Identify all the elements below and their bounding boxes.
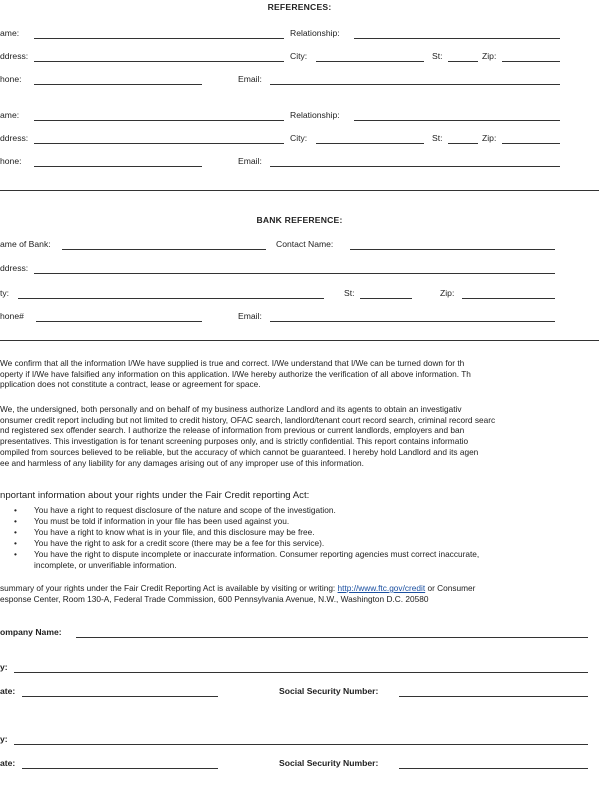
- authorize-line: ompiled from sources believed to be reliable, but the accuracy of which cannot be guaranteed. I hereby hold Landlord and its agen: [0, 446, 479, 457]
- company-name-label: ompany Name:: [0, 627, 62, 637]
- ref2-city-label: City:: [290, 133, 308, 143]
- ref1-address-label: ddress:: [0, 51, 29, 61]
- bank-email-field[interactable]: [270, 321, 555, 322]
- ref2-st-field[interactable]: [448, 143, 478, 144]
- authorization-paragraph: [0, 404, 599, 468]
- company-name-field[interactable]: [76, 637, 588, 638]
- bank-city-field[interactable]: [18, 298, 324, 299]
- bullet-icon: •: [14, 549, 17, 559]
- ref2-name-field[interactable]: [34, 120, 284, 121]
- section-divider: [0, 190, 599, 191]
- ref1-name-label: ame:: [0, 28, 20, 38]
- ref1-email-label: Email:: [238, 74, 262, 84]
- rights-bullet: You have a right to request disclosure of the nature and scope of the investigation.: [34, 505, 336, 515]
- ref2-address-label: ddress:: [0, 133, 29, 143]
- ftc-link[interactable]: http://www.ftc.gov/credit: [337, 583, 426, 593]
- bank-phone-field[interactable]: [36, 321, 202, 322]
- bullet-icon: •: [14, 538, 17, 548]
- references-heading: REFERENCES:: [267, 2, 332, 12]
- ref1-zip-label: Zip:: [482, 51, 497, 61]
- rights-bullet-continuation: incomplete, or unverifiable information.: [34, 560, 177, 570]
- ref2-email-label: Email:: [238, 156, 262, 166]
- ref2-phone-label: hone:: [0, 156, 22, 166]
- summary-line-2: esponse Center, Room 130-A, Federal Trade Commission, 600 Pennsylvania Avenue, N.W., Washington D.C. 20580: [0, 593, 429, 604]
- ref1-phone-label: hone:: [0, 74, 22, 84]
- ref1-city-field[interactable]: [316, 61, 424, 62]
- bank-email-label: Email:: [238, 311, 262, 321]
- bullet-icon: •: [14, 527, 17, 537]
- authorize-line: presentatives. This investigation is for tenant screening purposes only, and is strictly confidential. This report contains informatio: [0, 436, 469, 447]
- authorize-line: We, the undersigned, both personally and on behalf of my business authorize Landlord and its agents to obtain an investigativ: [0, 404, 462, 414]
- ref1-city-label: City:: [290, 51, 308, 61]
- section-divider-2: [0, 340, 599, 341]
- date-field[interactable]: [22, 696, 218, 697]
- rights-bullet: You have the right to ask for a credit score (there may be a fee for this service).: [34, 538, 325, 548]
- confirmation-paragraph: [0, 358, 599, 390]
- bank-city-label: ty:: [0, 288, 10, 298]
- confirm-line: operty if I/We have falsified any information on this application. I/We hereby authorize the verification of all above information. Th: [0, 368, 471, 379]
- ref2-zip-label: Zip:: [482, 133, 497, 143]
- ssn-field-2[interactable]: [399, 768, 588, 769]
- authorize-line: ee and harmless of any liability for any damages arising out of any improper use of this information.: [0, 457, 364, 468]
- date-label: ate:: [0, 686, 16, 696]
- rights-bullet: You must be told if information in your file has been used against you.: [34, 516, 290, 526]
- by-signature-field[interactable]: [14, 672, 588, 673]
- ref2-name-label: ame:: [0, 110, 20, 120]
- ssn-field[interactable]: [399, 696, 588, 697]
- bank-contact-field[interactable]: [350, 249, 555, 250]
- rights-heading: nportant information about your rights under the Fair Credit reporting Act:: [0, 490, 310, 501]
- bank-name-field[interactable]: [62, 249, 266, 250]
- ref1-address-field[interactable]: [34, 61, 284, 62]
- ref2-relationship-label: Relationship:: [290, 110, 340, 120]
- ref1-relationship-label: Relationship:: [290, 28, 340, 38]
- rights-bullet: You have the right to dispute incomplete or inaccurate information. Consumer reporting agencies must correct inaccurate,: [34, 549, 480, 559]
- ref2-zip-field[interactable]: [502, 143, 560, 144]
- bank-address-field[interactable]: [34, 273, 555, 274]
- confirm-line: We confirm that all the information I/We have supplied is true and correct. I/We understand that I/We can be turned down for th: [0, 358, 465, 368]
- ref2-city-field[interactable]: [316, 143, 424, 144]
- summary-paragraph: [0, 583, 599, 604]
- ref1-phone-field[interactable]: [34, 84, 202, 85]
- ssn-label-2: Social Security Number:: [279, 758, 379, 768]
- ssn-label: Social Security Number:: [279, 686, 379, 696]
- bank-contact-label: Contact Name:: [276, 239, 334, 249]
- ref1-email-field[interactable]: [270, 84, 560, 85]
- bullet-icon: •: [14, 516, 17, 526]
- ref1-name-field[interactable]: [34, 38, 284, 39]
- bank-zip-label: Zip:: [440, 288, 455, 298]
- bank-phone-label: hone#: [0, 311, 24, 321]
- authorize-line: onsumer credit report including but not limited to credit history, OFAC search, landlord/tenant court record search, criminal record searc: [0, 414, 496, 425]
- ref2-address-field[interactable]: [34, 143, 284, 144]
- ref2-email-field[interactable]: [270, 166, 560, 167]
- ref1-relationship-field[interactable]: [354, 38, 560, 39]
- bank-name-label: ame of Bank:: [0, 239, 51, 249]
- ref2-st-label: St:: [432, 133, 443, 143]
- bullet-icon: •: [14, 505, 17, 515]
- ref1-zip-field[interactable]: [502, 61, 560, 62]
- date-label-2: ate:: [0, 758, 16, 768]
- bank-address-label: ddress:: [0, 263, 29, 273]
- confirm-line: pplication does not constitute a contract, lease or agreement for space.: [0, 379, 261, 390]
- bank-st-label: St:: [344, 288, 355, 298]
- summary-text: summary of your rights under the Fair Credit Reporting Act is available by visiting or writing:: [0, 583, 338, 593]
- summary-text: or Consumer: [425, 583, 476, 593]
- bank-reference-heading: BANK REFERENCE:: [256, 215, 343, 225]
- authorize-line: nd registered sex offender search. I authorize the release of information from previous or current landlords, employers and ban: [0, 425, 465, 436]
- by-label-2: y:: [0, 734, 8, 744]
- ref2-relationship-field[interactable]: [354, 120, 560, 121]
- bank-st-field[interactable]: [360, 298, 412, 299]
- bank-zip-field[interactable]: [462, 298, 555, 299]
- by-label: y:: [0, 662, 8, 672]
- ref1-st-field[interactable]: [448, 61, 478, 62]
- ref1-st-label: St:: [432, 51, 443, 61]
- rights-bullet: You have a right to know what is in your file, and this disclosure may be free.: [34, 527, 315, 537]
- date-field-2[interactable]: [22, 768, 218, 769]
- ref2-phone-field[interactable]: [34, 166, 202, 167]
- by-signature-field-2[interactable]: [14, 744, 588, 745]
- summary-line-1: [0, 583, 599, 594]
